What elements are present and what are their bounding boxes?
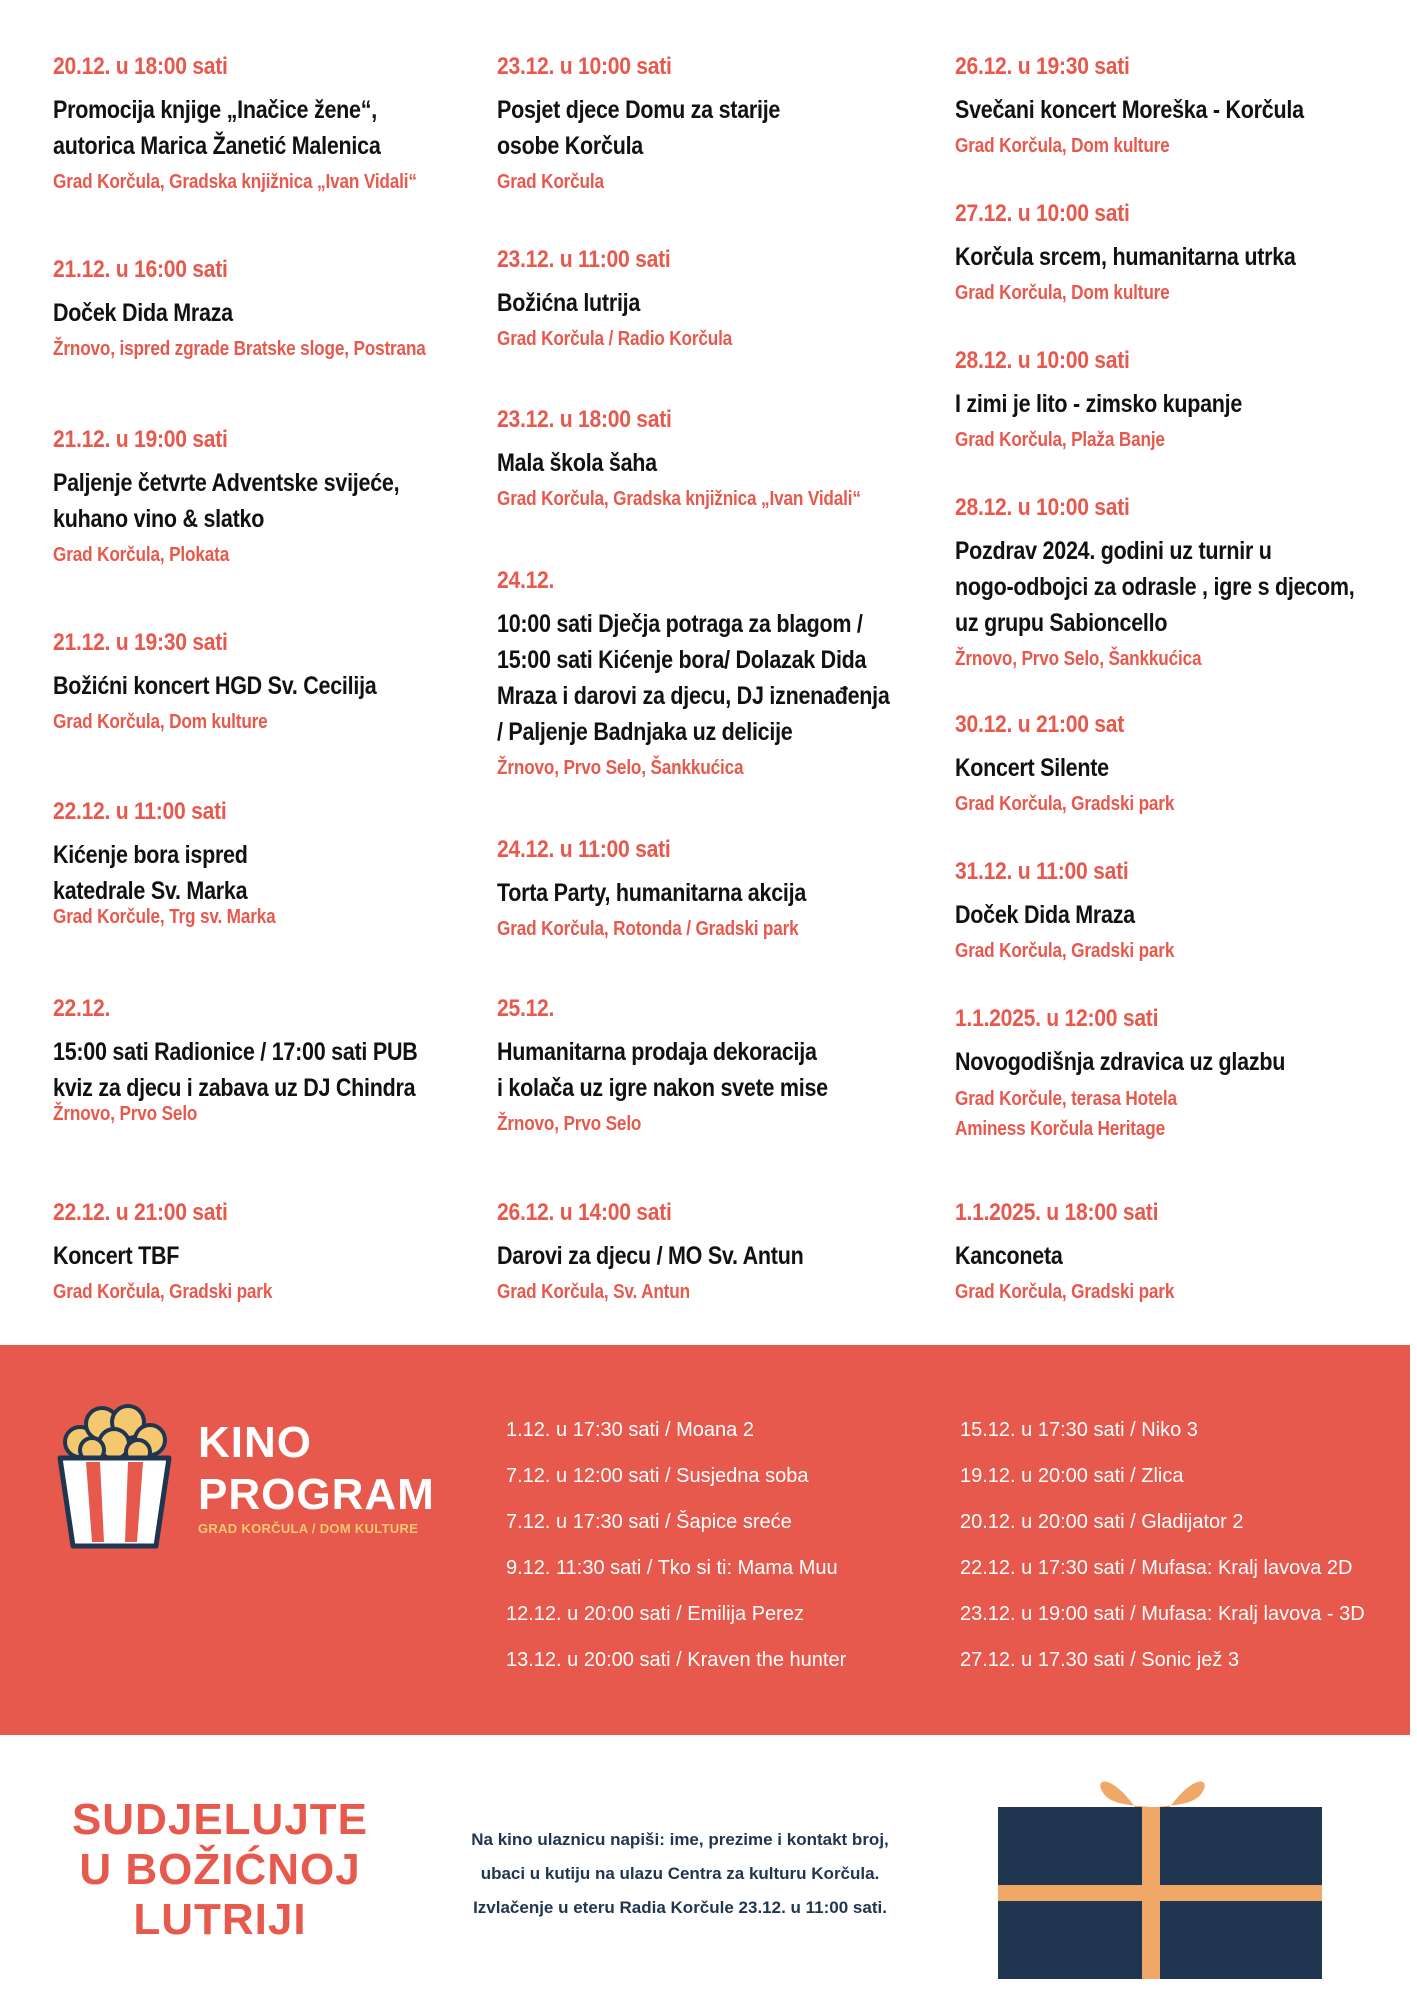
event-date: 21.12. u 19:30 sati (53, 629, 228, 656)
event-place: Grad Korčula, Plaža Banje (955, 429, 1165, 451)
event-item (53, 255, 493, 364)
event-title: Torta Party, humanitarna akcija (497, 879, 807, 907)
event-item (955, 1198, 1395, 1307)
event-item (497, 835, 937, 944)
film-item: 7.12. u 17:30 sati / Šapice sreće (506, 1511, 792, 1533)
film-item: 22.12. u 17:30 sati / Mufasa: Kralj lavova 2D (960, 1557, 1353, 1579)
kino-program-section (0, 1345, 1410, 1735)
event-place: Grad Korčula, Gradska knjižnica „Ivan Vidali“ (53, 171, 417, 193)
event-date: 22.12. u 11:00 sati (53, 798, 227, 825)
event-date: 23.12. u 11:00 sati (497, 246, 671, 273)
event-item (53, 994, 493, 1129)
event-title: Koncert Silente (955, 754, 1109, 782)
event-title: 15:00 sati Radionice / 17:00 sati PUB kviz za djecu i zabava uz DJ Chindra (53, 1038, 418, 1102)
lottery-instructions: Na kino ulaznicu napiši: ime, prezime i kontakt broj, ubaci u kutiju na ulazu Centra za kulturu Korčula. Izvlačenje u eteru Radia Korčule 23.12. u 11:00 sati. (471, 1830, 889, 1917)
event-date: 21.12. u 16:00 sati (53, 256, 228, 283)
event-title: Doček Dida Mraza (53, 299, 233, 327)
event-title: Božićni koncert HGD Sv. Cecilija (53, 672, 377, 700)
event-place: Žrnovo, Prvo Selo, Šankkućica (955, 648, 1202, 670)
event-date: 25.12. (497, 995, 555, 1022)
event-item (955, 857, 1395, 966)
film-item: 9.12. 11:30 sati / Tko si ti: Mama Muu (506, 1557, 838, 1579)
event-item (497, 405, 937, 514)
event-date: 27.12. u 10:00 sati (955, 200, 1130, 227)
lottery-title: SUDJELUJTE U BOŽIĆNOJ LUTRIJI (71, 1795, 369, 1944)
event-title: Mala škola šaha (497, 449, 657, 477)
event-item (955, 493, 1395, 674)
event-title: I zimi je lito - zimsko kupanje (955, 390, 1243, 418)
event-date: 26.12. u 19:30 sati (955, 53, 1130, 80)
event-item (53, 628, 493, 737)
event-date: 31.12. u 11:00 sati (955, 858, 1129, 885)
event-title: Posjet djece Domu za starije osobe Korčula (497, 96, 781, 160)
film-item: 27.12. u 17.30 sati / Sonic jež 3 (960, 1649, 1240, 1671)
event-place: Grad Korčula, Gradski park (955, 1281, 1175, 1303)
event-date: 22.12. u 21:00 sati (53, 1199, 228, 1226)
event-title: Kićenje bora ispred katedrale Sv. Marka (53, 841, 248, 905)
event-item (53, 425, 493, 570)
film-list-left (506, 1407, 846, 1683)
event-item (955, 710, 1395, 819)
kino-title (198, 1417, 435, 1521)
event-title: Kanconeta (955, 1242, 1063, 1270)
event-place: Grad Korčula, Dom kulture (955, 282, 1170, 304)
event-place: Grad Korčula, Gradski park (53, 1281, 273, 1303)
event-item (955, 346, 1395, 455)
event-title: Svečani koncert Moreška - Korčula (955, 96, 1304, 124)
event-item (53, 797, 493, 932)
event-item (497, 1198, 937, 1307)
event-item (955, 199, 1395, 308)
event-date: 22.12. (53, 995, 111, 1022)
film-item: 1.12. u 17:30 sati / Moana 2 (506, 1419, 754, 1441)
event-place: Grad Korčula, Sv. Antun (497, 1281, 690, 1303)
film-item: 19.12. u 20:00 sati / Zlica (960, 1465, 1184, 1487)
event-item (53, 1198, 493, 1307)
event-date: 21.12. u 19:00 sati (53, 426, 228, 453)
event-date: 1.1.2025. u 12:00 sati (955, 1005, 1159, 1032)
event-item (955, 1004, 1395, 1144)
event-title: Pozdrav 2024. godini uz turnir u nogo-odbojci za odrasle , igre s djecom, uz grupu Sabioncello (955, 537, 1355, 637)
event-date: 28.12. u 10:00 sati (955, 347, 1130, 374)
event-date: 24.12. u 11:00 sati (497, 836, 671, 863)
event-item (955, 52, 1395, 161)
film-item: 12.12. u 20:00 sati / Emilija Perez (506, 1603, 804, 1625)
gift-icon (990, 1749, 1330, 1994)
event-item (53, 52, 493, 197)
event-date: 30.12. u 21:00 sat (955, 711, 1125, 738)
event-title: Promocija knjige „Inačice žene“, autorica Marica Žanetić Malenica (53, 96, 381, 160)
film-item: 15.12. u 17:30 sati / Niko 3 (960, 1419, 1198, 1441)
event-item (497, 566, 937, 783)
event-date: 23.12. u 18:00 sati (497, 406, 672, 433)
event-place: Grad Korčula, Gradska knjižnica „Ivan Vidali“ (497, 488, 861, 510)
event-place: Grad Korčule, Trg sv. Marka (53, 906, 276, 928)
kino-title-line1: KINO (198, 1418, 312, 1467)
event-date: 1.1.2025. u 18:00 sati (955, 1199, 1159, 1226)
event-title: Koncert TBF (53, 1242, 180, 1270)
event-place: Grad Korčula, Dom kulture (53, 711, 268, 733)
event-item (497, 52, 937, 197)
film-item: 23.12. u 19:00 sati / Mufasa: Kralj lavova - 3D (960, 1603, 1365, 1625)
film-item: 7.12. u 12:00 sati / Susjedna soba (506, 1465, 809, 1487)
event-title: Paljenje četvrte Adventske svijeće, kuhano vino & slatko (53, 469, 400, 533)
event-place: Grad Korčule, terasa Hotela Aminess Korčula Heritage (955, 1088, 1177, 1140)
event-place: Grad Korčula, Gradski park (955, 940, 1175, 962)
popcorn-icon (52, 1400, 177, 1555)
film-item: 20.12. u 20:00 sati / Gladijator 2 (960, 1511, 1244, 1533)
event-item (497, 994, 937, 1139)
event-title: Doček Dida Mraza (955, 901, 1135, 929)
event-date: 28.12. u 10:00 sati (955, 494, 1130, 521)
event-place: Žrnovo, Prvo Selo (497, 1113, 642, 1135)
event-title: Darovi za djecu / MO Sv. Antun (497, 1242, 804, 1270)
event-title: Korčula srcem, humanitarna utrka (955, 243, 1296, 271)
event-date: 23.12. u 10:00 sati (497, 53, 672, 80)
event-place: Žrnovo, Prvo Selo, Šankkućica (497, 757, 744, 779)
event-place: Grad Korčula (497, 171, 604, 193)
event-title: Božićna lutrija (497, 289, 641, 317)
event-place: Žrnovo, Prvo Selo (53, 1103, 198, 1125)
kino-title-line2: PROGRAM (198, 1470, 435, 1519)
event-title: Humanitarna prodaja dekoracija i kolača uz igre nakon svete mise (497, 1038, 828, 1102)
event-place: Grad Korčula, Dom kulture (955, 135, 1170, 157)
event-place: Grad Korčula, Plokata (53, 544, 230, 566)
event-date: 24.12. (497, 567, 555, 594)
event-date: 26.12. u 14:00 sati (497, 1199, 672, 1226)
event-title: 10:00 sati Dječja potraga za blagom / 15:00 sati Kićenje bora/ Dolazak Dida Mraza i darovi za djecu, DJ iznenađenja / Paljenje Badnjaka uz delicije (497, 610, 890, 746)
event-place: Grad Korčula / Radio Korčula (497, 328, 733, 350)
event-place: Grad Korčula, Gradski park (955, 793, 1175, 815)
event-place: Žrnovo, ispred zgrade Bratske sloge, Postrana (53, 338, 426, 360)
event-date: 20.12. u 18:00 sati (53, 53, 228, 80)
film-item: 13.12. u 20:00 sati / Kraven the hunter (506, 1649, 847, 1671)
lottery-section (0, 1735, 1417, 2004)
kino-subtitle: GRAD KORČULA / DOM KULTURE (198, 1521, 419, 1536)
event-title: Novogodišnja zdravica uz glazbu (955, 1048, 1286, 1076)
event-item (497, 245, 937, 354)
event-place: Grad Korčula, Rotonda / Gradski park (497, 918, 799, 940)
film-list-right (960, 1407, 1365, 1683)
